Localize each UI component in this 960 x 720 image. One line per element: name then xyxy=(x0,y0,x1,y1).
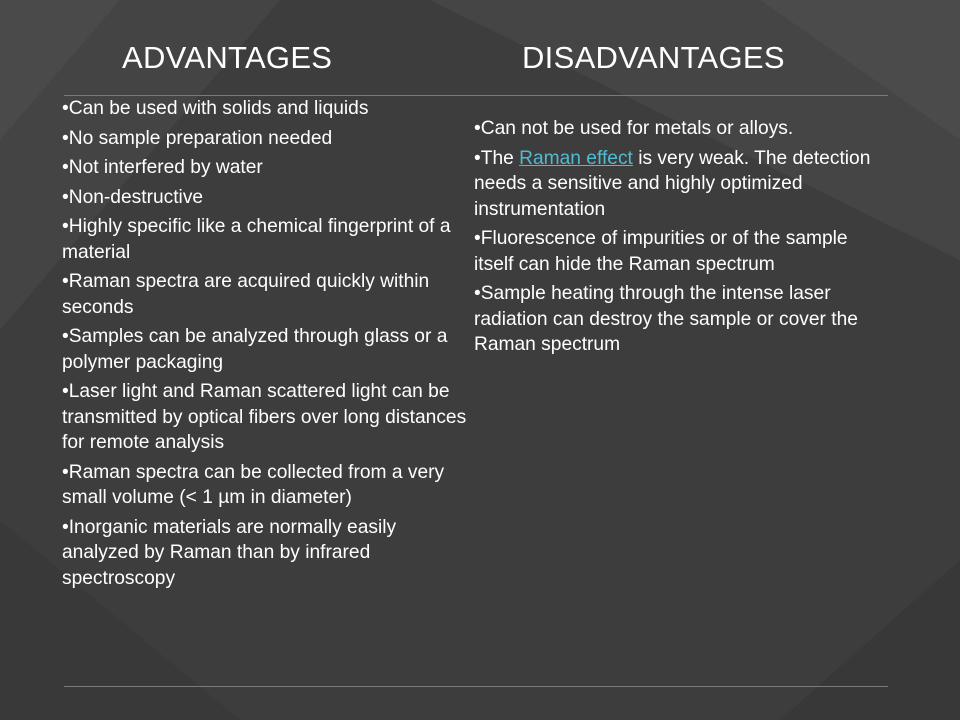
advantages-list xyxy=(62,96,474,595)
advantages-heading: ADVANTAGES xyxy=(122,40,333,75)
bottom-divider xyxy=(64,686,888,687)
advantage-item: • Samples can be analyzed through glass or a polymer packaging xyxy=(62,324,474,375)
advantage-item: • Not interfered by water xyxy=(62,155,474,181)
advantage-item: • Raman spectra are acquired quickly within seconds xyxy=(62,269,474,320)
disadvantage-item xyxy=(474,226,892,277)
disadvantage-text: Sample heating through the intense laser radiation can destroy the sample or cover the Raman spectrum xyxy=(474,283,858,355)
advantage-item: • Raman spectra can be collected from a very small volume (< 1 µm in diameter) xyxy=(62,460,474,511)
disadvantage-text: Fluorescence of impurities or of the sample itself can hide the Raman spectrum xyxy=(474,228,848,275)
disadvantages-list xyxy=(474,116,892,362)
raman-effect-link[interactable]: Raman effect xyxy=(519,147,633,169)
disadvantage-text: The xyxy=(480,147,520,169)
disadvantage-item xyxy=(474,281,892,358)
advantage-item: • Laser light and Raman scattered light can be transmitted by optical fibers over long distances for remote analysis xyxy=(62,379,474,456)
advantage-item: • Non-destructive xyxy=(62,185,474,211)
disadvantage-item xyxy=(474,146,892,223)
disadvantage-text: is very weak. The detection needs a sensitive and highly optimized instrumentation xyxy=(474,147,871,220)
disadvantage-item xyxy=(474,116,892,142)
disadvantages-heading: DISADVANTAGES xyxy=(522,40,785,75)
advantage-item: • Highly specific like a chemical fingerprint of a material xyxy=(62,214,474,265)
advantage-item: • No sample preparation needed xyxy=(62,126,474,152)
disadvantage-text: Can not be used for metals or alloys. xyxy=(480,118,794,139)
advantage-item: • Can be used with solids and liquids xyxy=(62,96,474,122)
advantage-item: • Inorganic materials are normally easily analyzed by Raman than by infrared spectroscopy xyxy=(62,515,474,592)
